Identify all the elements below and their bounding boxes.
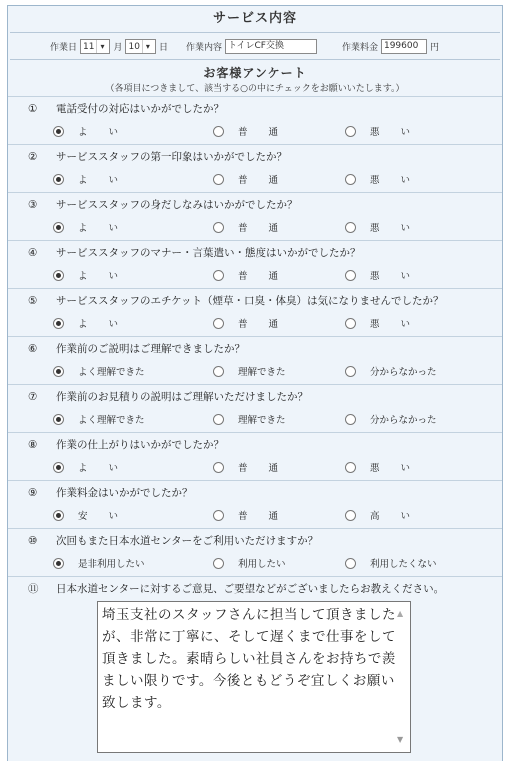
- question-6: [8, 336, 502, 384]
- fee-field[interactable]: 199600: [381, 39, 427, 54]
- question-label: 作業前のご説明はご理解できましたか？: [56, 343, 245, 355]
- radio-option[interactable]: [213, 220, 287, 234]
- radio-option[interactable]: [213, 508, 287, 522]
- question-label: 作業料金はいかがでしたか？: [56, 487, 193, 499]
- radio-button[interactable]: [53, 366, 64, 377]
- radio-option[interactable]: [53, 316, 127, 330]
- question-number: ③: [28, 199, 38, 211]
- comment-textarea[interactable]: [97, 601, 411, 753]
- radio-option[interactable]: [53, 556, 145, 570]
- radio-button[interactable]: [53, 414, 64, 425]
- radio-button[interactable]: [345, 174, 356, 185]
- radio-button[interactable]: [345, 222, 356, 233]
- radio-option[interactable]: [213, 556, 286, 570]
- question-number: ②: [28, 151, 38, 163]
- question-label: 日本水道センターに対するご意見、ご要望などがございましたらお教えください。: [56, 583, 445, 595]
- radio-label: 普 通: [238, 175, 288, 186]
- radio-button[interactable]: [345, 558, 356, 569]
- month-select[interactable]: [80, 39, 110, 54]
- radio-option[interactable]: [53, 460, 127, 474]
- radio-option[interactable]: [213, 316, 287, 330]
- service-details-row: [8, 33, 502, 59]
- fee-unit: 円: [429, 42, 439, 53]
- question-label: 作業の仕上がりはいかがでしたか？: [56, 439, 224, 451]
- radio-button[interactable]: [213, 366, 224, 377]
- question-2: [8, 144, 502, 192]
- radio-option[interactable]: [213, 364, 286, 378]
- radio-option[interactable]: [53, 364, 145, 378]
- radio-label: よ い: [78, 223, 128, 234]
- question-8: [8, 432, 502, 480]
- radio-button[interactable]: [53, 270, 64, 281]
- radio-option[interactable]: [345, 268, 419, 282]
- question-number: ⑨: [28, 487, 38, 499]
- radio-button[interactable]: [213, 558, 224, 569]
- question-11: [8, 576, 502, 767]
- radio-label: 普 通: [238, 223, 288, 234]
- radio-option[interactable]: [213, 460, 287, 474]
- question-text: [28, 533, 318, 548]
- date-label: 作業日: [50, 42, 78, 53]
- question-number: ⑪: [28, 583, 39, 595]
- radio-option[interactable]: [345, 172, 419, 186]
- radio-button[interactable]: [53, 126, 64, 137]
- radio-label: 悪 い: [370, 271, 420, 282]
- question-number: ④: [28, 247, 38, 259]
- fee-label: 作業料金: [341, 42, 378, 53]
- question-number: ⑧: [28, 439, 38, 451]
- question-label: サービススタッフのエチケット（煙草・口臭・体臭）は気になりませんでしたか？: [56, 295, 444, 307]
- radio-label: 安 い: [78, 511, 128, 522]
- question-number: ⑤: [28, 295, 38, 307]
- radio-label: よく理解できた: [78, 367, 145, 378]
- radio-button[interactable]: [345, 270, 356, 281]
- question-text: [28, 341, 245, 356]
- content-label: 作業内容: [185, 42, 222, 53]
- question-text: [28, 149, 287, 164]
- radio-label: 悪 い: [370, 319, 420, 330]
- radio-option[interactable]: [213, 412, 286, 426]
- radio-label: よ い: [78, 127, 128, 138]
- radio-option[interactable]: [345, 220, 419, 234]
- radio-button[interactable]: [213, 414, 224, 425]
- radio-label: 利用したい: [238, 559, 286, 570]
- survey-panel: [7, 5, 503, 761]
- question-label: 次回もまた日本水道センターをご利用いただけますか？: [56, 535, 319, 547]
- day-unit: 日: [158, 42, 168, 53]
- question-text: [28, 293, 444, 308]
- radio-option[interactable]: [53, 124, 127, 138]
- radio-label: 普 通: [238, 511, 288, 522]
- radio-option[interactable]: [345, 556, 437, 570]
- radio-label: 普 通: [238, 271, 288, 282]
- survey-title: お客様アンケート: [203, 66, 307, 80]
- radio-label: 普 通: [238, 463, 288, 474]
- question-list: [8, 96, 502, 576]
- radio-option[interactable]: [53, 172, 127, 186]
- radio-button[interactable]: [213, 318, 224, 329]
- question-number: ⑩: [28, 535, 38, 547]
- radio-label: 理解できた: [238, 415, 286, 426]
- question-text: [28, 437, 224, 452]
- question-label: サービススタッフの身だしなみはいかがでしたか？: [56, 199, 298, 211]
- radio-button[interactable]: [213, 510, 224, 521]
- radio-option[interactable]: [53, 268, 127, 282]
- radio-option[interactable]: [213, 124, 287, 138]
- radio-label: 分からなかった: [370, 367, 437, 378]
- question-text: [28, 245, 361, 260]
- radio-label: 悪 い: [370, 223, 420, 234]
- radio-label: 是非利用したい: [78, 559, 145, 570]
- radio-button[interactable]: [345, 366, 356, 377]
- radio-label: 分からなかった: [370, 415, 437, 426]
- radio-label: よ い: [78, 175, 128, 186]
- scrollbar[interactable]: [397, 603, 409, 751]
- month-value: 11: [83, 41, 95, 52]
- radio-label: よく理解できた: [78, 415, 145, 426]
- radio-option[interactable]: [345, 316, 419, 330]
- radio-option[interactable]: [53, 508, 127, 522]
- question-7: [8, 384, 502, 432]
- question-1: [8, 96, 502, 144]
- radio-button[interactable]: [213, 462, 224, 473]
- radio-button[interactable]: [53, 558, 64, 569]
- radio-label: 悪 い: [370, 175, 420, 186]
- month-unit: 月: [113, 42, 123, 53]
- scroll-up-icon[interactable]: ▲: [397, 609, 404, 618]
- radio-button[interactable]: [345, 510, 356, 521]
- radio-button[interactable]: [345, 414, 356, 425]
- radio-button[interactable]: [53, 510, 64, 521]
- service-title: サービス内容: [212, 11, 297, 26]
- radio-option[interactable]: [345, 460, 419, 474]
- content-field[interactable]: トイレCF交換: [225, 39, 317, 54]
- divider: [10, 59, 500, 60]
- radio-label: よ い: [78, 463, 128, 474]
- radio-option[interactable]: [53, 220, 127, 234]
- question-4: [8, 240, 502, 288]
- survey-note: （各項目につきまして、該当する○の中にチェックをお願いいたします。）: [105, 84, 405, 94]
- radio-button[interactable]: [345, 318, 356, 329]
- question-3: [8, 192, 502, 240]
- question-5: [8, 288, 502, 336]
- radio-button[interactable]: [53, 318, 64, 329]
- radio-option[interactable]: [53, 412, 145, 426]
- radio-option[interactable]: [213, 268, 287, 282]
- radio-button[interactable]: [213, 270, 224, 281]
- radio-label: 普 通: [238, 127, 288, 138]
- radio-option[interactable]: [345, 412, 437, 426]
- radio-option[interactable]: [345, 364, 437, 378]
- scroll-down-icon[interactable]: ▼: [397, 735, 404, 744]
- question-label: 作業前のお見積りの説明はご理解いただけましたか？: [56, 391, 308, 403]
- question-text: [28, 485, 193, 500]
- radio-option[interactable]: [213, 172, 287, 186]
- question-label: 電話受付の対応はいかがでしたか？: [56, 103, 224, 115]
- question-text: [28, 101, 224, 116]
- chevron-down-icon: ▾: [96, 40, 107, 53]
- radio-option[interactable]: [345, 124, 419, 138]
- radio-button[interactable]: [345, 462, 356, 473]
- radio-button[interactable]: [53, 462, 64, 473]
- question-9: [8, 480, 502, 528]
- radio-label: 悪 い: [370, 463, 420, 474]
- question-text: [28, 389, 308, 404]
- question-number: ①: [28, 103, 38, 115]
- radio-button[interactable]: [53, 222, 64, 233]
- radio-button[interactable]: [213, 126, 224, 137]
- question-label: サービススタッフの第一印象はいかがでしたか？: [56, 151, 287, 163]
- comment-text: 埼玉支社のスタッフさんに担当して頂きましたが、非常に丁寧に、そして遅くまで仕事をして頂きました。素晴らしい社員さんをお持ちで羨ましい限りです。今後ともどうぞ宜しくお願い致します。: [102, 607, 396, 711]
- radio-label: よ い: [78, 271, 128, 282]
- radio-button[interactable]: [345, 126, 356, 137]
- radio-button[interactable]: [53, 174, 64, 185]
- radio-button[interactable]: [213, 222, 224, 233]
- question-number: ⑦: [28, 391, 38, 403]
- radio-label: 普 通: [238, 319, 288, 330]
- radio-label: 悪 い: [370, 127, 420, 138]
- chevron-down-icon: ▾: [142, 40, 153, 53]
- question-text: [28, 197, 298, 212]
- radio-option[interactable]: [345, 508, 419, 522]
- question-number: ⑥: [28, 343, 38, 355]
- radio-label: 利用したくない: [370, 559, 437, 570]
- radio-label: よ い: [78, 319, 128, 330]
- question-label: サービススタッフのマナー・言葉遣い・態度はいかがでしたか？: [56, 247, 361, 259]
- radio-label: 高 い: [370, 511, 420, 522]
- day-select[interactable]: [125, 39, 155, 54]
- question-text: [28, 581, 444, 596]
- radio-button[interactable]: [213, 174, 224, 185]
- radio-label: 理解できた: [238, 367, 286, 378]
- day-value: 10: [128, 41, 140, 52]
- question-10: [8, 528, 502, 576]
